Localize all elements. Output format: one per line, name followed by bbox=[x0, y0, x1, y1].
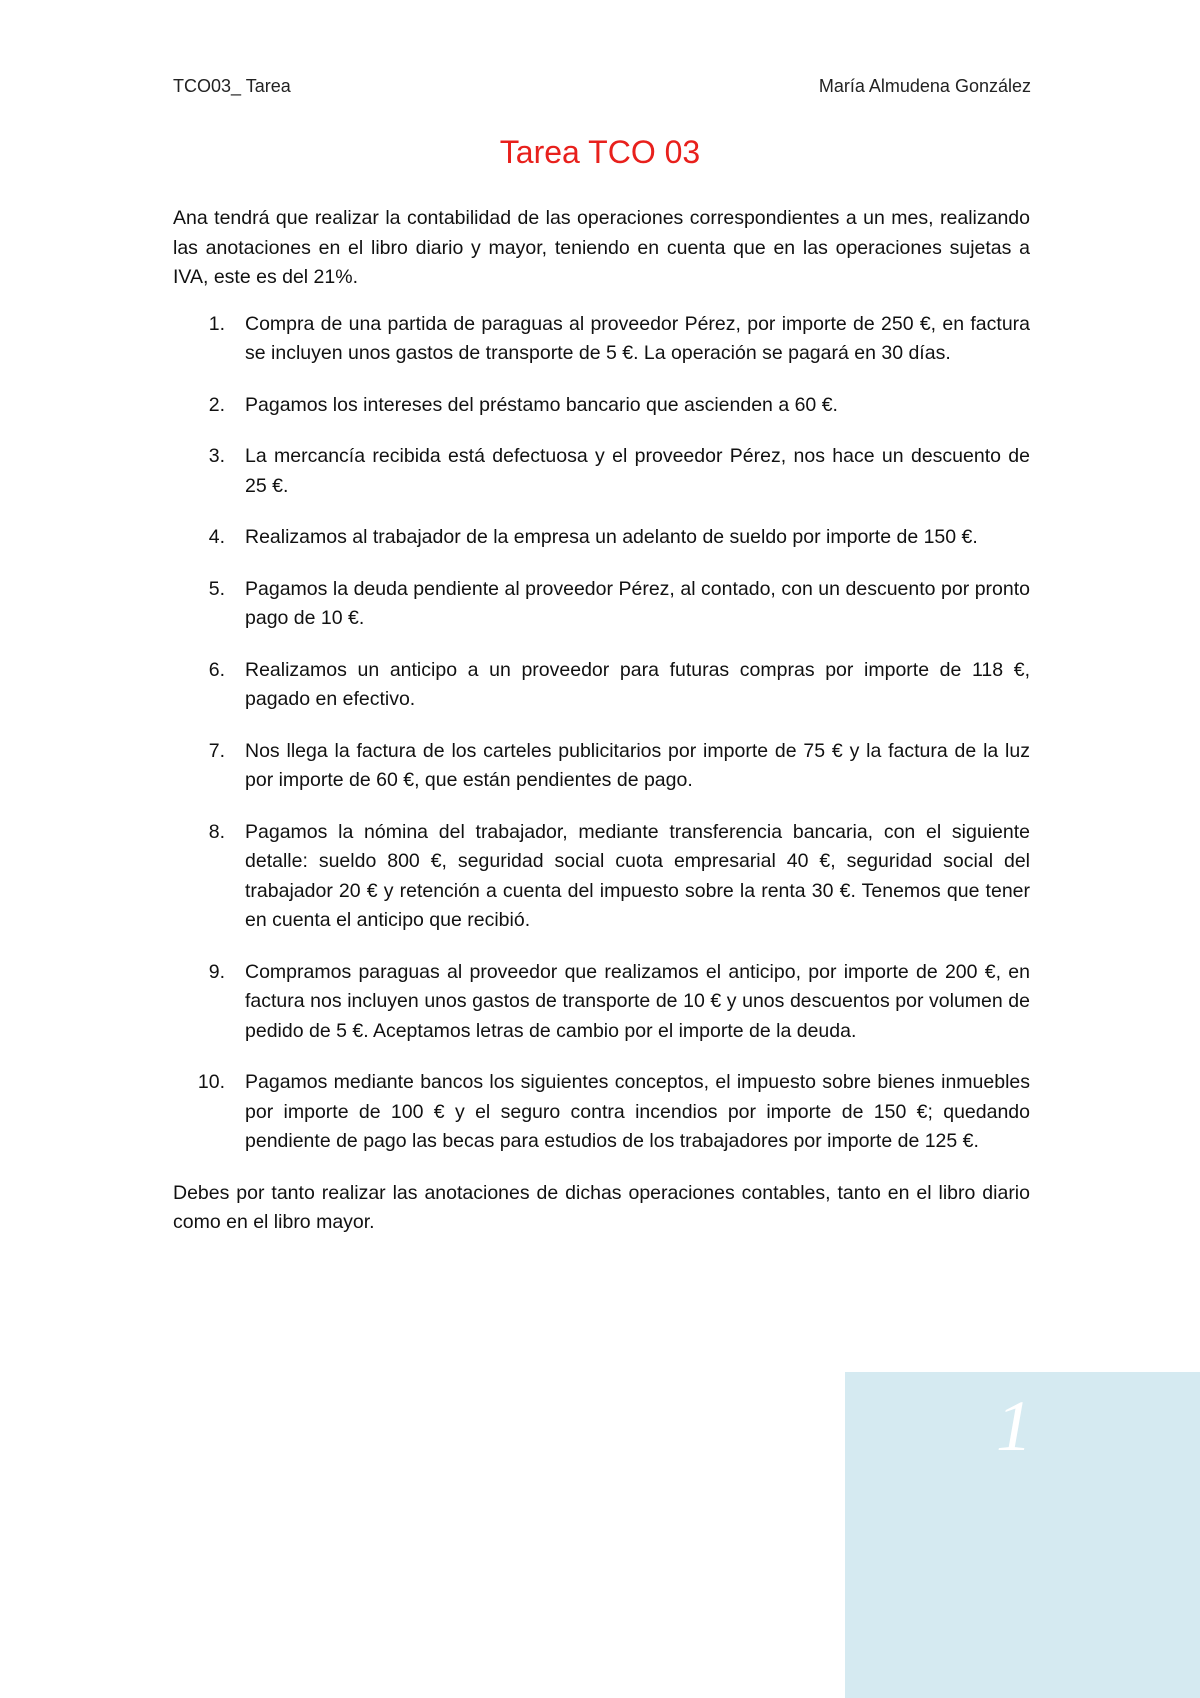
header-author: María Almudena González bbox=[818, 76, 1031, 96]
task-text: La mercancía recibida está defectuosa y el proveedor Pérez, nos hace un descuento de 25 €. bbox=[245, 445, 1030, 497]
task-text: Realizamos al trabajador de la empresa un adelanto de sueldo por importe de 150 €. bbox=[245, 526, 978, 548]
task-item bbox=[173, 523, 1030, 553]
task-text: Compramos paraguas al proveedor que realizamos el anticipo, por importe de 200 €, en factura nos incluyen unos gastos de transporte de 10 € y unos descuentos por volumen de pedido de 5 €. Aceptamos letras de cambio por el importe de la deuda. bbox=[245, 960, 1030, 1042]
task-number: 7. bbox=[208, 739, 225, 762]
task-item bbox=[173, 442, 1030, 501]
page-title: Tarea TCO 03 bbox=[499, 134, 701, 170]
page-number: 1 bbox=[996, 1386, 1032, 1466]
task-item bbox=[173, 958, 1030, 1047]
task-text: Compra de una partida de paraguas al proveedor Pérez, por importe de 250 €, en factura se incluyen unos gastos de transporte de 5 €. La operación se pagará en 30 días. bbox=[245, 312, 1030, 364]
task-item bbox=[173, 818, 1030, 936]
task-text: Nos llega la factura de los carteles publicitarios por importe de 75 € y la factura de la luz por importe de 60 €, que están pendientes de pago. bbox=[245, 739, 1030, 791]
task-text: Pagamos los intereses del préstamo bancario que ascienden a 60 €. bbox=[245, 393, 838, 416]
task-number: 8. bbox=[208, 820, 225, 843]
task-number: 2. bbox=[208, 393, 225, 416]
task-number: 4. bbox=[208, 526, 225, 548]
task-list bbox=[173, 310, 1030, 1157]
task-item bbox=[173, 391, 1030, 421]
task-number: 5. bbox=[208, 577, 225, 600]
task-text: Pagamos mediante bancos los siguientes conceptos, el impuesto sobre bienes inmuebles por importe de 100 € y el seguro contra incendios por importe de 150 €; quedando pendiente de pago las becas para estudios de los trabajadores por importe de 125 €. bbox=[245, 1071, 1030, 1152]
task-item bbox=[173, 310, 1030, 369]
task-item bbox=[173, 737, 1030, 796]
document-body bbox=[173, 204, 1030, 1238]
task-item bbox=[173, 1068, 1030, 1157]
task-text: Realizamos un anticipo a un proveedor para futuras compras por importe de 118 €, pagado en efectivo. bbox=[245, 658, 1030, 710]
task-number: 10. bbox=[197, 1071, 225, 1093]
intro-paragraph: Ana tendrá que realizar la contabilidad de las operaciones correspondientes a un mes, realizando las anotaciones en el libro diario y mayor, teniendo en cuenta que en las operaciones sujetas a IVA, este es del 21%. bbox=[173, 207, 1030, 288]
task-item bbox=[173, 575, 1030, 634]
task-number: 9. bbox=[208, 960, 225, 983]
task-text: Pagamos la deuda pendiente al proveedor Pérez, al contado, con un descuento por pronto pago de 10 €. bbox=[245, 577, 1030, 629]
task-number: 6. bbox=[208, 658, 225, 681]
closing-paragraph: Debes por tanto realizar las anotaciones de dichas operaciones contables, tanto en el libro diario como en el libro mayor. bbox=[173, 1181, 1030, 1233]
task-number: 3. bbox=[208, 445, 225, 467]
task-item bbox=[173, 656, 1030, 715]
header-document-code: TCO03_ Tarea bbox=[173, 76, 291, 96]
task-number: 1. bbox=[208, 312, 225, 335]
task-text: Pagamos la nómina del trabajador, mediante transferencia bancaria, con el siguiente detalle: sueldo 800 €, seguridad social cuota empresarial 40 €, seguridad social del trabajador 20 € y retención a cuenta del impuesto sobre la renta 30 €. Tenemos que tener en cuenta el anticipo que recibió. bbox=[245, 820, 1030, 931]
